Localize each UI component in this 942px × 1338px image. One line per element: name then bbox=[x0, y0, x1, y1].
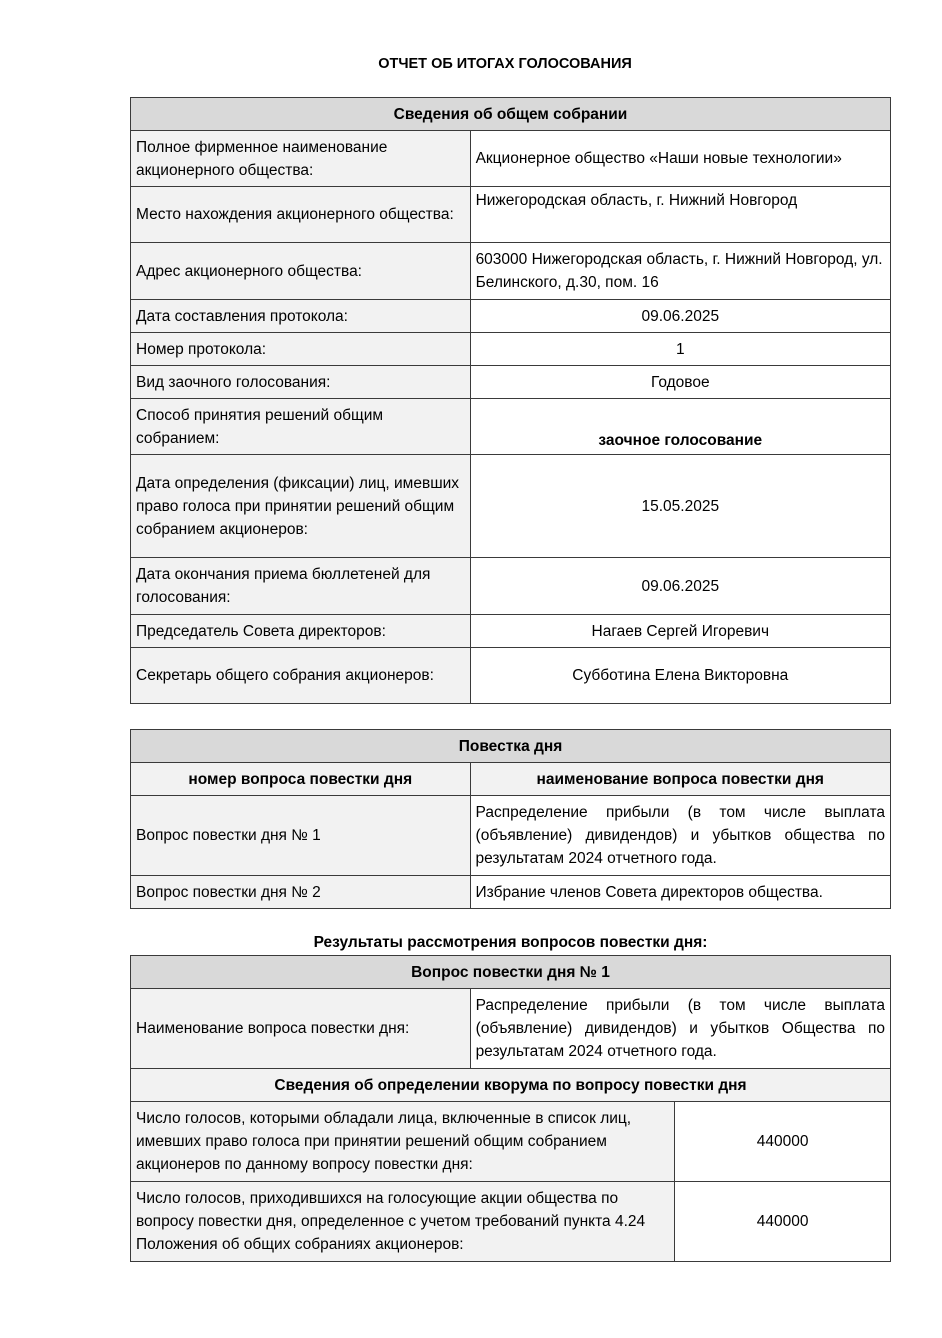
quorum-voting-shares-value: 440000 bbox=[675, 1182, 891, 1262]
question-name-value: Распределение прибыли (в том числе выплата (объявление) дивидендов) и убытков Общества по результатам 2024 отчетного года. bbox=[470, 989, 890, 1069]
quorum-eligible-votes-value: 440000 bbox=[675, 1102, 891, 1182]
agenda-table bbox=[130, 729, 891, 909]
quorum-eligible-votes-label: Число голосов, которыми обладали лица, включенные в список лиц, имевших право голоса при принятии решений общим собранием акционеров по данному вопросу повестки дня: bbox=[131, 1102, 675, 1182]
page-title: ОТЧЕТ ОБ ИТОГАХ ГОЛОСОВАНИЯ bbox=[378, 56, 632, 72]
secretary-value: Субботина Елена Викторовна bbox=[470, 648, 890, 704]
company-location-value: Нижегородская область, г. Нижний Новгород bbox=[470, 187, 890, 243]
meeting-info-table bbox=[130, 97, 891, 704]
company-address-value: 603000 Нижегородская область, г. Нижний Новгород, ул. Белинского, д.30, пом. 16 bbox=[470, 243, 890, 300]
protocol-date-label: Дата составления протокола: bbox=[131, 300, 471, 333]
protocol-number-value: 1 bbox=[470, 333, 890, 366]
decision-method-label: Способ принятия решений общим собранием: bbox=[131, 399, 471, 455]
company-location-label: Место нахождения акционерного общества: bbox=[131, 187, 471, 243]
agenda-item-name: Распределение прибыли (в том числе выплата (объявление) дивидендов) и убытков общества по результатам 2024 отчетного года. bbox=[470, 796, 890, 876]
voting-type-label: Вид заочного голосования: bbox=[131, 366, 471, 399]
results-title: Результаты рассмотрения вопросов повестки дня: bbox=[313, 934, 708, 951]
question-name-label: Наименование вопроса повестки дня: bbox=[131, 989, 471, 1069]
agenda-item-number: Вопрос повестки дня № 2 bbox=[131, 876, 471, 909]
agenda-item-name: Избрание членов Совета директоров общества. bbox=[470, 876, 890, 909]
secretary-label: Секретарь общего собрания акционеров: bbox=[131, 648, 471, 704]
quorum-voting-shares-label: Число голосов, приходившихся на голосующие акции общества по вопросу повестки дня, определенное с учетом требований пункта 4.24 Положения об общих собраниях акционеров: bbox=[131, 1182, 675, 1262]
results-table bbox=[130, 955, 891, 1262]
quorum-header: Сведения об определении кворума по вопросу повестки дня bbox=[131, 1069, 891, 1102]
agenda-item-number: Вопрос повестки дня № 1 bbox=[131, 796, 471, 876]
decision-method-value: заочное голосование bbox=[470, 399, 890, 455]
ballot-deadline-value: 09.06.2025 bbox=[470, 558, 890, 615]
ballot-deadline-label: Дата окончания приема бюллетеней для голосования: bbox=[131, 558, 471, 615]
company-name-value: Акционерное общество «Наши новые технологии» bbox=[470, 131, 890, 187]
record-date-value: 15.05.2025 bbox=[470, 455, 890, 558]
agenda-col-number: номер вопроса повестки дня bbox=[131, 763, 471, 796]
agenda-col-name: наименование вопроса повестки дня bbox=[470, 763, 890, 796]
company-address-label: Адрес акционерного общества: bbox=[131, 243, 471, 300]
chairman-value: Нагаев Сергей Игоревич bbox=[470, 615, 890, 648]
protocol-date-value: 09.06.2025 bbox=[470, 300, 890, 333]
protocol-number-label: Номер протокола: bbox=[131, 333, 471, 366]
chairman-label: Председатель Совета директоров: bbox=[131, 615, 471, 648]
question-header: Вопрос повестки дня № 1 bbox=[131, 956, 891, 989]
company-name-label: Полное фирменное наименование акционерного общества: bbox=[131, 131, 471, 187]
record-date-label: Дата определения (фиксации) лиц, имевших право голоса при принятии решений общим собранием акционеров: bbox=[131, 455, 471, 558]
meeting-info-header: Сведения об общем собрании bbox=[131, 98, 891, 131]
agenda-header: Повестка дня bbox=[131, 730, 891, 763]
voting-type-value: Годовое bbox=[470, 366, 890, 399]
